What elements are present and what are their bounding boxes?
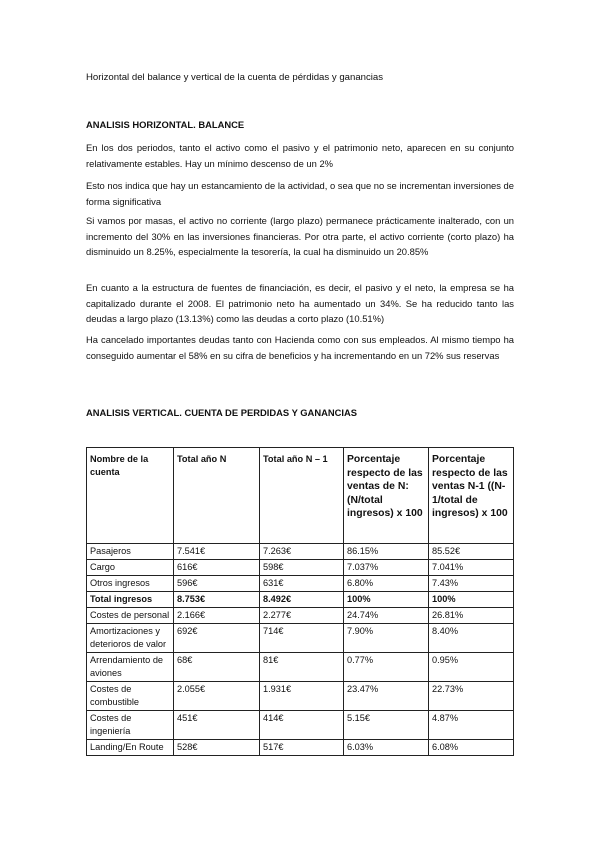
percent-n-1-cell: 8.40% bbox=[429, 624, 514, 653]
account-name-cell: Total ingresos bbox=[87, 592, 174, 608]
total-n-cell: 692€ bbox=[174, 624, 260, 653]
total-n-1-cell: 598€ bbox=[260, 560, 344, 576]
percent-n-cell: 86.15% bbox=[344, 544, 429, 560]
total-n-cell: 7.541€ bbox=[174, 544, 260, 560]
percent-n-1-cell: 6.08% bbox=[429, 740, 514, 756]
account-name-cell: Amortizaciones y deterioros de valor bbox=[87, 624, 174, 653]
header-percent-n: Porcentaje respecto de las ventas de N: (N/total ingresos) x 100 bbox=[344, 448, 429, 544]
table-header-row bbox=[87, 448, 514, 544]
total-n-1-cell: 714€ bbox=[260, 624, 344, 653]
percent-n-cell: 24.74% bbox=[344, 608, 429, 624]
table-row bbox=[87, 576, 514, 592]
table-row bbox=[87, 682, 514, 711]
header-total-year-n-1: Total año N – 1 bbox=[260, 448, 344, 544]
table-row bbox=[87, 624, 514, 653]
paragraph: En los dos periodos, tanto el activo como el pasivo y el patrimonio neto, aparecen en su conjunto relativamente estables. Hay un mínimo descenso de un 2% bbox=[86, 142, 514, 169]
account-name-cell: Costes de ingeniería bbox=[87, 711, 174, 740]
table-row bbox=[87, 711, 514, 740]
total-n-1-cell: 7.263€ bbox=[260, 544, 344, 560]
total-n-cell: 596€ bbox=[174, 576, 260, 592]
total-n-1-cell: 517€ bbox=[260, 740, 344, 756]
total-n-1-cell: 631€ bbox=[260, 576, 344, 592]
percent-n-cell: 100% bbox=[344, 592, 429, 608]
table-row bbox=[87, 608, 514, 624]
percent-n-1-cell: 100% bbox=[429, 592, 514, 608]
table-row bbox=[87, 653, 514, 682]
total-n-1-cell: 1.931€ bbox=[260, 682, 344, 711]
total-n-cell: 528€ bbox=[174, 740, 260, 756]
account-name-cell: Arrendamiento de aviones bbox=[87, 653, 174, 682]
total-n-1-cell: 8.492€ bbox=[260, 592, 344, 608]
total-n-cell: 616€ bbox=[174, 560, 260, 576]
account-name-cell: Pasajeros bbox=[87, 544, 174, 560]
percent-n-cell: 6.03% bbox=[344, 740, 429, 756]
account-name-cell: Costes de personal bbox=[87, 608, 174, 624]
header-percent-n-1: Porcentaje respecto de las ventas N-1 ((N-1/total de ingresos) x 100 bbox=[429, 448, 514, 544]
percent-n-1-cell: 22.73% bbox=[429, 682, 514, 711]
vertical-analysis-heading: ANALISIS VERTICAL. CUENTA DE PERDIDAS Y GANANCIAS bbox=[86, 407, 358, 418]
table-row bbox=[87, 592, 514, 608]
percent-n-1-cell: 0.95% bbox=[429, 653, 514, 682]
account-name-cell: Cargo bbox=[87, 560, 174, 576]
paragraph: Si vamos por masas, el activo no corriente (largo plazo) permanece prácticamente inalterado, con un incremento del 30% en las inversiones financieras. Por otra parte, el activo corriente (corto plazo) ha disminuido un 8.25%, especialmente la tesorería, la cual ha disminuido un 20.85% bbox=[86, 215, 514, 257]
percent-n-cell: 6.80% bbox=[344, 576, 429, 592]
total-n-1-cell: 414€ bbox=[260, 711, 344, 740]
income-statement-table bbox=[86, 447, 514, 756]
percent-n-1-cell: 4.87% bbox=[429, 711, 514, 740]
header-total-year-n: Total año N bbox=[174, 448, 260, 544]
total-n-cell: 8.753€ bbox=[174, 592, 260, 608]
percent-n-cell: 5.15€ bbox=[344, 711, 429, 740]
table-row bbox=[87, 544, 514, 560]
account-name-cell: Otros ingresos bbox=[87, 576, 174, 592]
paragraph: En cuanto a la estructura de fuentes de financiación, es decir, el pasivo y el neto, la empresa se ha capitalizado durante el 2008. El patrimonio neto ha aumentado un 34%. Se ha reducido tanto las deudas a largo plazo (13.13%) como las deudas a corto plazo (10.51%) bbox=[86, 282, 514, 324]
total-n-1-cell: 2.277€ bbox=[260, 608, 344, 624]
total-n-1-cell: 81€ bbox=[260, 653, 344, 682]
total-n-cell: 2.055€ bbox=[174, 682, 260, 711]
table-row bbox=[87, 740, 514, 756]
paragraph: Esto nos indica que hay un estancamiento de la actividad, o sea que no se incrementan inversiones de forma significativa bbox=[86, 180, 514, 207]
percent-n-cell: 0.77% bbox=[344, 653, 429, 682]
document-title: Horizontal del balance y vertical de la cuenta de pérdidas y ganancias bbox=[86, 72, 384, 83]
account-name-cell: Costes de combustible bbox=[87, 682, 174, 711]
account-name-cell: Landing/En Route bbox=[87, 740, 174, 756]
percent-n-1-cell: 7.041% bbox=[429, 560, 514, 576]
percent-n-cell: 7.90% bbox=[344, 624, 429, 653]
paragraph: Ha cancelado importantes deudas tanto con Hacienda como con sus empleados. Al mismo tiempo ha conseguido aumentar el 58% en su cifra de beneficios y ha incrementando en un 72% sus reservas bbox=[86, 334, 514, 361]
horizontal-analysis-heading: ANALISIS HORIZONTAL. BALANCE bbox=[86, 119, 245, 130]
table-row bbox=[87, 560, 514, 576]
percent-n-1-cell: 26.81% bbox=[429, 608, 514, 624]
percent-n-1-cell: 7.43% bbox=[429, 576, 514, 592]
percent-n-1-cell: 85.52€ bbox=[429, 544, 514, 560]
total-n-cell: 2.166€ bbox=[174, 608, 260, 624]
total-n-cell: 451€ bbox=[174, 711, 260, 740]
total-n-cell: 68€ bbox=[174, 653, 260, 682]
percent-n-cell: 23.47% bbox=[344, 682, 429, 711]
header-account-name: Nombre de la cuenta bbox=[87, 448, 174, 544]
percent-n-cell: 7.037% bbox=[344, 560, 429, 576]
